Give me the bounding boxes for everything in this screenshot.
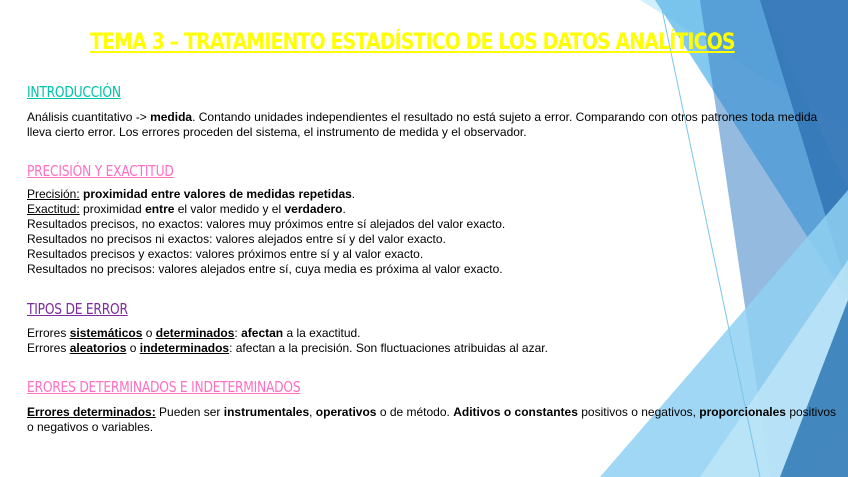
de-a: Errores determinados: xyxy=(27,405,156,419)
intro-heading: INTRODUCCIÓN xyxy=(27,83,121,101)
accuracy-text-e: . xyxy=(342,202,346,216)
systematic-errors-line xyxy=(27,326,842,341)
et1-e: : xyxy=(234,326,242,340)
et2-e: : afectan a la precisión. Son fluctuaciones atribuidas al azar. xyxy=(229,341,548,355)
et1-d: determinados xyxy=(155,326,235,340)
determined-errors-heading: ERORES DETERMINADOS E INDETERMINADOS xyxy=(27,378,301,396)
slide-title: TEMA 3 – TRATAMIENTO ESTADÍSTICO DE LOS DATOS ANALÍTICOS xyxy=(90,30,735,55)
et2-d: indeterminados xyxy=(139,341,230,355)
et2-c: o xyxy=(126,341,140,355)
result-line-3: Resultados precisos y exactos: valores próximos entre sí y al valor exacto. xyxy=(27,247,424,261)
precision-line-end: . xyxy=(351,187,356,201)
intro-text-a: Análisis cuantitativo -> xyxy=(27,110,151,124)
de-f: o de método. xyxy=(376,405,454,419)
et2-a: Errores xyxy=(27,341,70,355)
accuracy-text-d: verdadero xyxy=(284,202,343,216)
de-h: positivos o negativos, xyxy=(577,405,700,419)
precision-block xyxy=(27,187,842,277)
precision-label: Precisión: xyxy=(27,187,80,201)
intro-text-c: . Contando unidades independientes el resultado no está sujeto a error. Comparando con otros patrones toda medida lleva cierto error. Los errores proceden del sistema, el instrumento de medida y el observador. xyxy=(27,110,818,139)
precision-definition: proximidad entre valores de medidas repetidas xyxy=(83,187,352,201)
error-types-heading: TIPOS DE ERROR xyxy=(27,300,128,318)
intro-text-bold: medida xyxy=(150,110,193,124)
de-g: Aditivos o constantes xyxy=(453,405,578,419)
et1-g: a la exactitud. xyxy=(283,326,361,340)
et1-f: afectan xyxy=(241,326,284,340)
de-e: operativos xyxy=(315,405,377,419)
accuracy-text-c: el valor medido y el xyxy=(174,202,285,216)
accuracy-text-a: proximidad xyxy=(79,202,146,216)
random-errors-line xyxy=(27,341,842,356)
et1-b: sistemáticos xyxy=(69,326,143,340)
de-b: Pueden ser xyxy=(155,405,224,419)
et1-c: o xyxy=(142,326,156,340)
accuracy-text-b: entre xyxy=(145,202,175,216)
intro-paragraph xyxy=(27,110,842,140)
de-d: , xyxy=(309,405,316,419)
et2-b: aleatorios xyxy=(69,341,127,355)
precision-line xyxy=(27,187,842,202)
determined-errors-paragraph xyxy=(27,405,842,435)
error-types-block xyxy=(27,326,842,356)
result-line-4: Resultados no precisos: valores alejados entre sí, cuya media es próxima al valor exacto. xyxy=(27,262,503,276)
accuracy-line xyxy=(27,202,842,217)
result-line-2: Resultados no precisos ni exactos: valores alejados entre sí y del valor exacto. xyxy=(27,232,446,246)
result-line-1: Resultados precisos, no exactos: valores muy próximos entre sí alejados del valor exacto. xyxy=(27,217,506,231)
de-c: instrumentales xyxy=(223,405,310,419)
precision-heading: PRECISIÓN Y EXACTITUD xyxy=(27,162,174,180)
et1-a: Errores xyxy=(27,326,70,340)
de-j: positivos o negativos o variables. xyxy=(27,405,837,434)
accuracy-label: Exactitud: xyxy=(27,202,80,216)
de-i: proporcionales xyxy=(699,405,786,419)
